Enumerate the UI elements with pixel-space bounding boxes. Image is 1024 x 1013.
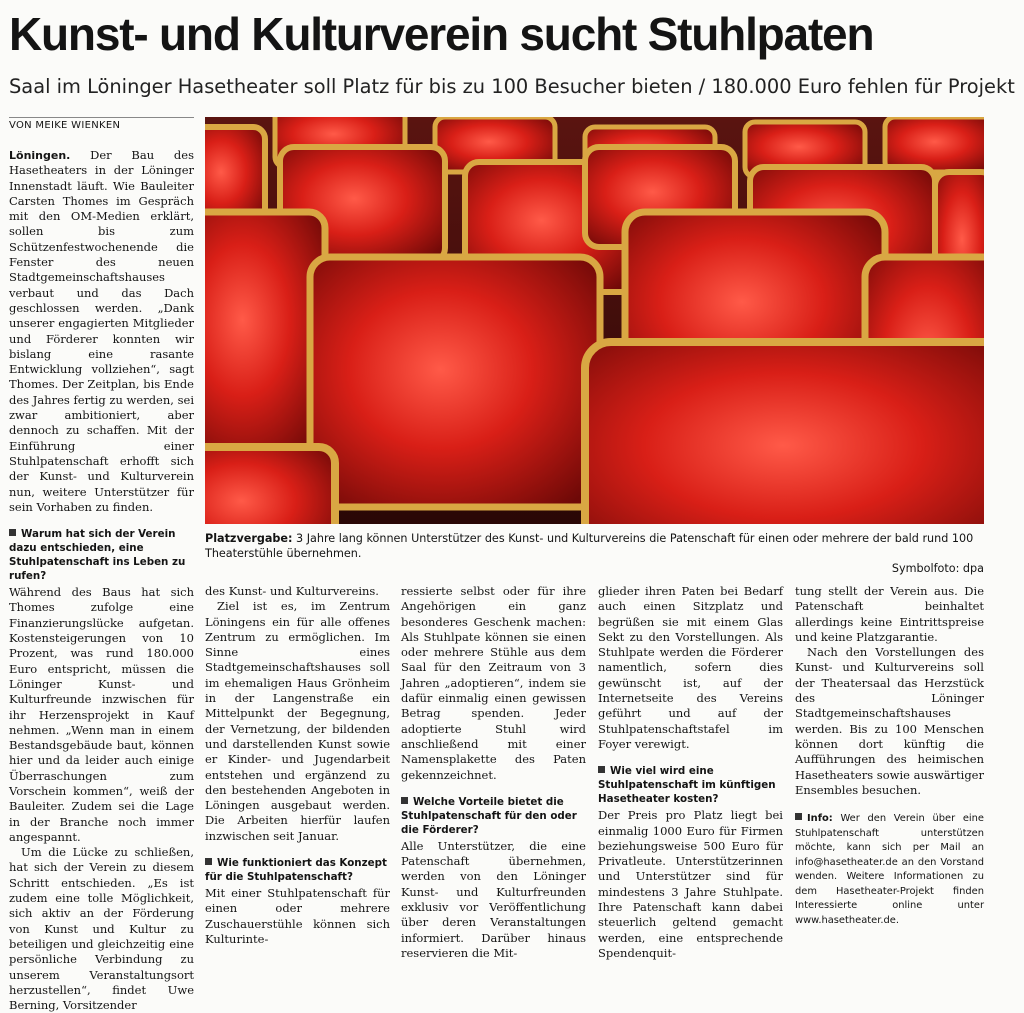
question-heading — [205, 856, 390, 884]
info-text: Wer den Verein über eine Stuhlpatenschaft unterstützen möchte, kann sich per Mail an info@hasetheater.de an den Vorstand wenden. Weitere Informationen zu dem Hasetheater-Projekt finden Interessierte online unter www.hasetheater.de. — [795, 813, 984, 926]
article-column-5 — [795, 584, 984, 928]
subhead: Saal im Löninger Hasetheater soll Platz für bis zu 100 Besucher bieten / 180.000 Euro fehlen für Projekt — [9, 75, 1015, 98]
question-text: Wie funktioniert das Konzept für die Stuhlpatenschaft? — [205, 857, 387, 884]
byline: VON MEIKE WIENKEN — [9, 117, 194, 131]
article-column-2 — [205, 584, 390, 947]
paragraph: Alle Unterstützer, die eine Patenschaft übernehmen, werden von den Löninger Kunst- und Kulturfreunden exklusiv vor Veröffentlichung über deren Veranstaltungen informiert. Darüber hinaus reservieren die Mit- — [401, 838, 586, 960]
paragraph — [9, 148, 194, 515]
article-column-3 — [401, 584, 586, 961]
paragraph: Mit einer Stuhlpatenschaft für einen oder mehrere Zuschauerstühle können sich Kulturinte- — [205, 886, 390, 946]
headline: Kunst- und Kulturverein sucht Stuhlpaten — [9, 8, 874, 60]
paragraph: glieder ihren Paten bei Bedarf auch einen Sitzplatz und begrüßen sie mit einem Glas Sekt zu den Vorstellungen. Als Stuhlpate werden die Förderer namentlich, sofern dies gewünscht ist, auf der Internetseite des Vereins geführt und auf der Stuhlpatenschaftstafel im Foyer verewigt. — [598, 584, 783, 751]
paragraph: ressierte selbst oder für ihre Angehörigen ein ganz besonderes Geschenk machen: Als Stuhlpate können sie einen oder mehrere Stühle aus dem Saal für den Zeitraum von 3 Jahren „adoptieren“, indem sie dafür einmalig einen gewissen Betrag spenden. Jeder adoptierte Stuhl wird anschließend mit einer Namensplakette des Paten gekennzeichnet. — [401, 584, 586, 782]
dateline: Löningen. — [9, 149, 71, 162]
paragraph: Nach den Vorstellungen des Kunst- und Kulturvereins soll der Theatersaal das Herzstück des Löninger Stadtgemeinschaftshauses werden. Bis zu 100 Menschen können dort künftig die Aufführungen des heimischen Hasetheaters sowie auswärtiger Ensembles besuchen. — [795, 645, 984, 797]
question-heading — [401, 795, 586, 837]
info-label: Info: — [807, 813, 833, 825]
question-heading — [9, 527, 194, 583]
square-bullet-icon — [9, 529, 16, 536]
photo-credit: Symbolfoto: dpa — [891, 562, 984, 575]
photo-caption — [205, 531, 984, 576]
article-column-1 — [9, 148, 194, 1013]
paragraph: Ziel ist es, im Zentrum Löningens ein für alle offenes Zentrum zu ermöglichen. Im Sinne eines Stadtgemeinschaftshauses soll im ehemaligen Haus Grönheim in der Langenstraße ein Mittelpunkt der Begegnung, der Vernetzung, der bildenden und darstellenden Kunst sowie er Kinder- und Jugendarbeit entstehen und ergänzend zu den bestehenden Angeboten in Löningen ausgebaut werden. Die Arbeiten hierfür laufen inzwischen seit Januar. — [205, 599, 390, 843]
square-bullet-icon — [401, 797, 408, 804]
caption-text: 3 Jahre lang können Unterstützer des Kunst- und Kulturvereins die Patenschaft für einen oder mehrere der bald rund 100 Theaterstühle übernehmen. — [205, 532, 974, 560]
theater-seats-icon — [205, 117, 984, 524]
question-text: Welche Vorteile bietet die Stuhlpatenschaft für den oder die Förderer? — [401, 795, 577, 836]
caption-label: Platzvergabe: — [205, 532, 293, 545]
info-box — [795, 812, 984, 928]
paragraph: Während des Baus hat sich Thomes zufolge eine Finanzierungslücke aufgetan. Kostensteigerungen von 10 Prozent, was rund 180.000 Euro entspricht, müssen die Löninger Kunst- und Kulturfreunde inzwischen für ihr Herzensprojekt in Kauf nehmen. „Wenn man in einem Bestandsgebäude baut, können hier und da leider auch einige Überraschungen zum Vorschein kommen“, weiß der Bauleiter. Zudem sei die Lage in der Branche noch immer angespannt. — [9, 585, 194, 844]
question-text: Warum hat sich der Verein dazu entschieden, eine Stuhlpatenschaft ins Leben zu rufen? — [9, 528, 186, 583]
square-bullet-icon — [598, 766, 605, 773]
paragraph: Um die Lücke zu schließen, hat sich der Verein zu diesem Schritt entschieden. „Es ist zudem eine tolle Möglichkeit, sich aktiv an der Förderung von Kunst und Kultur zu beteiligen und gleichzeitig eine persönliche Verbindung zu unserem Veranstaltungsort herzustellen“, findet Uwe Berning, Vorsitzender — [9, 845, 194, 1013]
article-column-4 — [598, 584, 783, 961]
question-text: Wie viel wird eine Stuhlpatenschaft im künftigen Hasetheater kosten? — [598, 765, 776, 806]
paragraph: Der Preis pro Platz liegt bei einmalig 1000 Euro für Firmen beziehungsweise 500 Euro für Privatleute. Unterstützerinnen und Unterstützer sind für mindestens 3 Jahre Stuhlpate. Ihre Patenschaft kann dabei steuerlich geltend gemacht werden, eine entsprechende Spendenquit- — [598, 808, 783, 960]
paragraph-text: Der Bau des Hasetheaters in der Löninger Innenstadt läuft. Wie Bauleiter Carsten Thomes im Gespräch mit den OM-Medien erklärt, sollen bis zum Schützenfestwochenende die Fenster des neuen Stadtgemeinschaftshauses verbaut und das Dach geschlossen werden. „Dank unserer engagierten Mitglieder und Förderer konnten wir bislang eine rasante Entwicklung vollziehen“, sagt Thomes. Der Zeitplan, bis Ende des Jahres fertig zu werden, sei zwar ambitioniert, aber dennoch zu schaffen. Mit der Einführung einer Stuhlpatenschaft erhofft sich der Kunst- und Kulturverein nun, weitere Unterstützer für sein Vorhaben zu finden. — [9, 148, 194, 514]
theater-seats-photo — [205, 117, 984, 524]
paragraph: des Kunst- und Kulturvereins. — [205, 584, 379, 598]
square-bullet-icon — [205, 858, 212, 865]
square-bullet-icon — [795, 813, 802, 820]
question-heading — [598, 764, 783, 806]
paragraph: tung stellt der Verein aus. Die Patenschaft beinhaltet allerdings keine Eintrittspreise und keine Platzgarantie. — [795, 584, 984, 644]
